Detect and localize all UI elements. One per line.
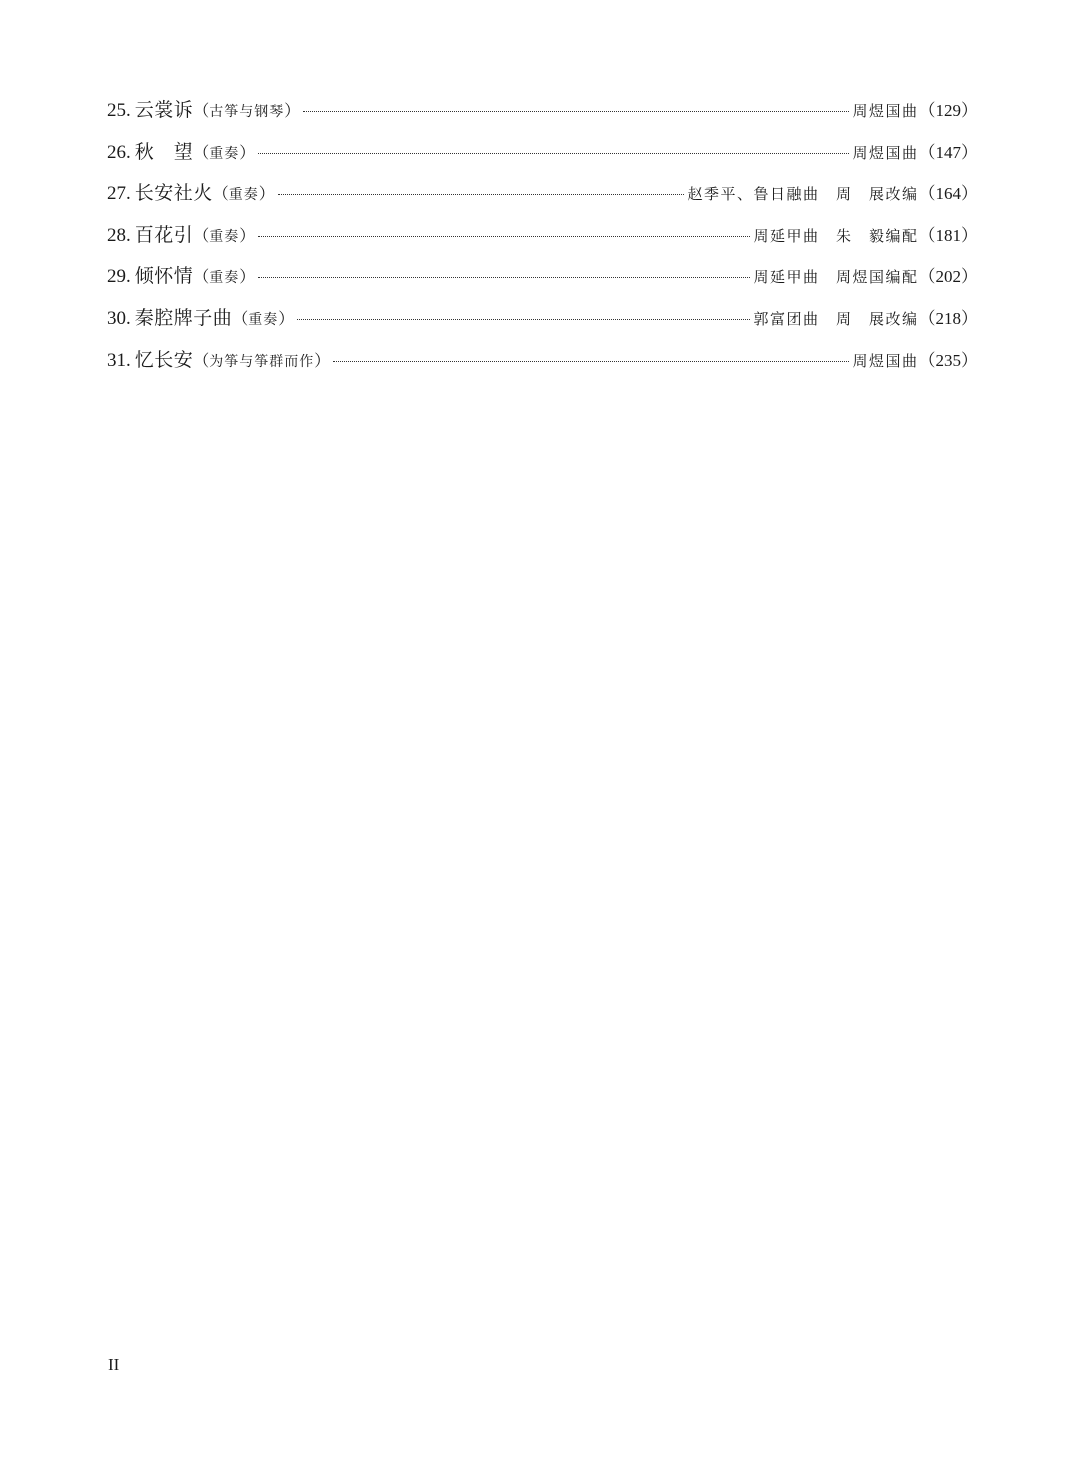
entry-note: 古筝与钢琴 xyxy=(209,104,285,120)
toc-entry[interactable] xyxy=(107,345,978,387)
table-of-contents xyxy=(107,95,978,386)
toc-entry[interactable] xyxy=(107,137,978,179)
entry-title: 忆长安 xyxy=(134,348,194,371)
entry-number: 31. xyxy=(107,349,131,371)
entry-note: 重奏 xyxy=(209,228,240,245)
page-open-paren: （ xyxy=(918,101,936,120)
entry-number: 28. xyxy=(107,224,131,246)
entry-credit: 周煜国曲 xyxy=(852,102,919,120)
open-paren: （ xyxy=(193,144,210,162)
open-paren: （ xyxy=(193,227,210,245)
entry-credit: 周延甲曲 朱 毅编配 xyxy=(753,226,919,245)
page-open-paren: （ xyxy=(918,225,936,245)
dot-leader xyxy=(297,319,750,320)
entry-credit: 周煜国曲 xyxy=(852,143,919,162)
dot-leader xyxy=(303,111,849,112)
entry-credit: 郭富团曲 周 展改编 xyxy=(753,309,919,328)
dot-leader xyxy=(333,361,849,362)
entry-note: 重奏 xyxy=(209,145,240,162)
entry-credit: 赵季平、鲁日融曲 周 展改编 xyxy=(687,185,919,204)
entry-note: 重奏 xyxy=(228,187,259,204)
toc-entry[interactable] xyxy=(107,178,978,220)
entry-title: 长安社火 xyxy=(134,182,213,205)
page-open-paren: （ xyxy=(918,308,936,328)
page-close-paren: ） xyxy=(961,350,978,370)
page-open-paren: （ xyxy=(918,184,936,204)
toc-entry[interactable] xyxy=(107,303,978,345)
entry-number: 26. xyxy=(107,141,131,163)
entry-note: 为筝与筝群而作 xyxy=(209,353,315,370)
dot-leader xyxy=(258,236,750,237)
dot-leader xyxy=(258,153,849,154)
entry-number: 27. xyxy=(107,183,131,205)
entry-page: 164 xyxy=(935,184,961,204)
close-paren: ） xyxy=(239,227,256,245)
page-close-paren: ） xyxy=(961,142,978,162)
page-close-paren: ） xyxy=(961,308,978,328)
page-open-paren: （ xyxy=(918,142,936,162)
toc-entry[interactable] xyxy=(107,261,978,303)
entry-number: 25. xyxy=(107,100,131,121)
close-paren: ） xyxy=(239,269,256,287)
page-close-paren: ） xyxy=(961,184,978,204)
page-close-paren: ） xyxy=(961,225,978,245)
entry-note: 重奏 xyxy=(209,270,240,287)
page-open-paren: （ xyxy=(918,267,936,287)
open-paren: （ xyxy=(232,310,249,328)
page-folio: II xyxy=(108,1355,120,1374)
open-paren: （ xyxy=(193,103,210,120)
close-paren: ） xyxy=(284,103,301,120)
entry-title: 云裳诉 xyxy=(134,99,194,121)
entry-title: 秋 望 xyxy=(134,140,194,163)
close-paren: ） xyxy=(239,144,256,162)
open-paren: （ xyxy=(193,352,210,370)
entry-page: 202 xyxy=(935,267,961,287)
close-paren: ） xyxy=(314,352,331,370)
page-close-paren: ） xyxy=(961,101,978,120)
entry-page: 181 xyxy=(935,225,961,245)
toc-entry[interactable] xyxy=(107,95,978,137)
entry-number: 29. xyxy=(107,266,131,288)
entry-number: 30. xyxy=(107,307,131,329)
entry-page: 218 xyxy=(935,308,961,328)
entry-page: 129 xyxy=(935,101,961,120)
open-paren: （ xyxy=(193,269,210,287)
entry-page: 147 xyxy=(935,142,961,162)
entry-title: 百花引 xyxy=(134,223,194,246)
dot-leader xyxy=(278,194,685,195)
entry-credit: 周煜国曲 xyxy=(852,351,919,370)
entry-credit: 周延甲曲 周煜国编配 xyxy=(753,268,919,287)
open-paren: （ xyxy=(212,186,229,204)
dot-leader xyxy=(258,277,750,278)
entry-title: 倾怀情 xyxy=(134,265,194,288)
entry-title: 秦腔牌子曲 xyxy=(134,306,233,329)
close-paren: ） xyxy=(258,186,275,204)
page-close-paren: ） xyxy=(961,267,978,287)
entry-page: 235 xyxy=(935,350,961,370)
entry-note: 重奏 xyxy=(248,311,279,328)
page-open-paren: （ xyxy=(918,350,936,370)
close-paren: ） xyxy=(278,310,295,328)
toc-entry[interactable] xyxy=(107,220,978,262)
